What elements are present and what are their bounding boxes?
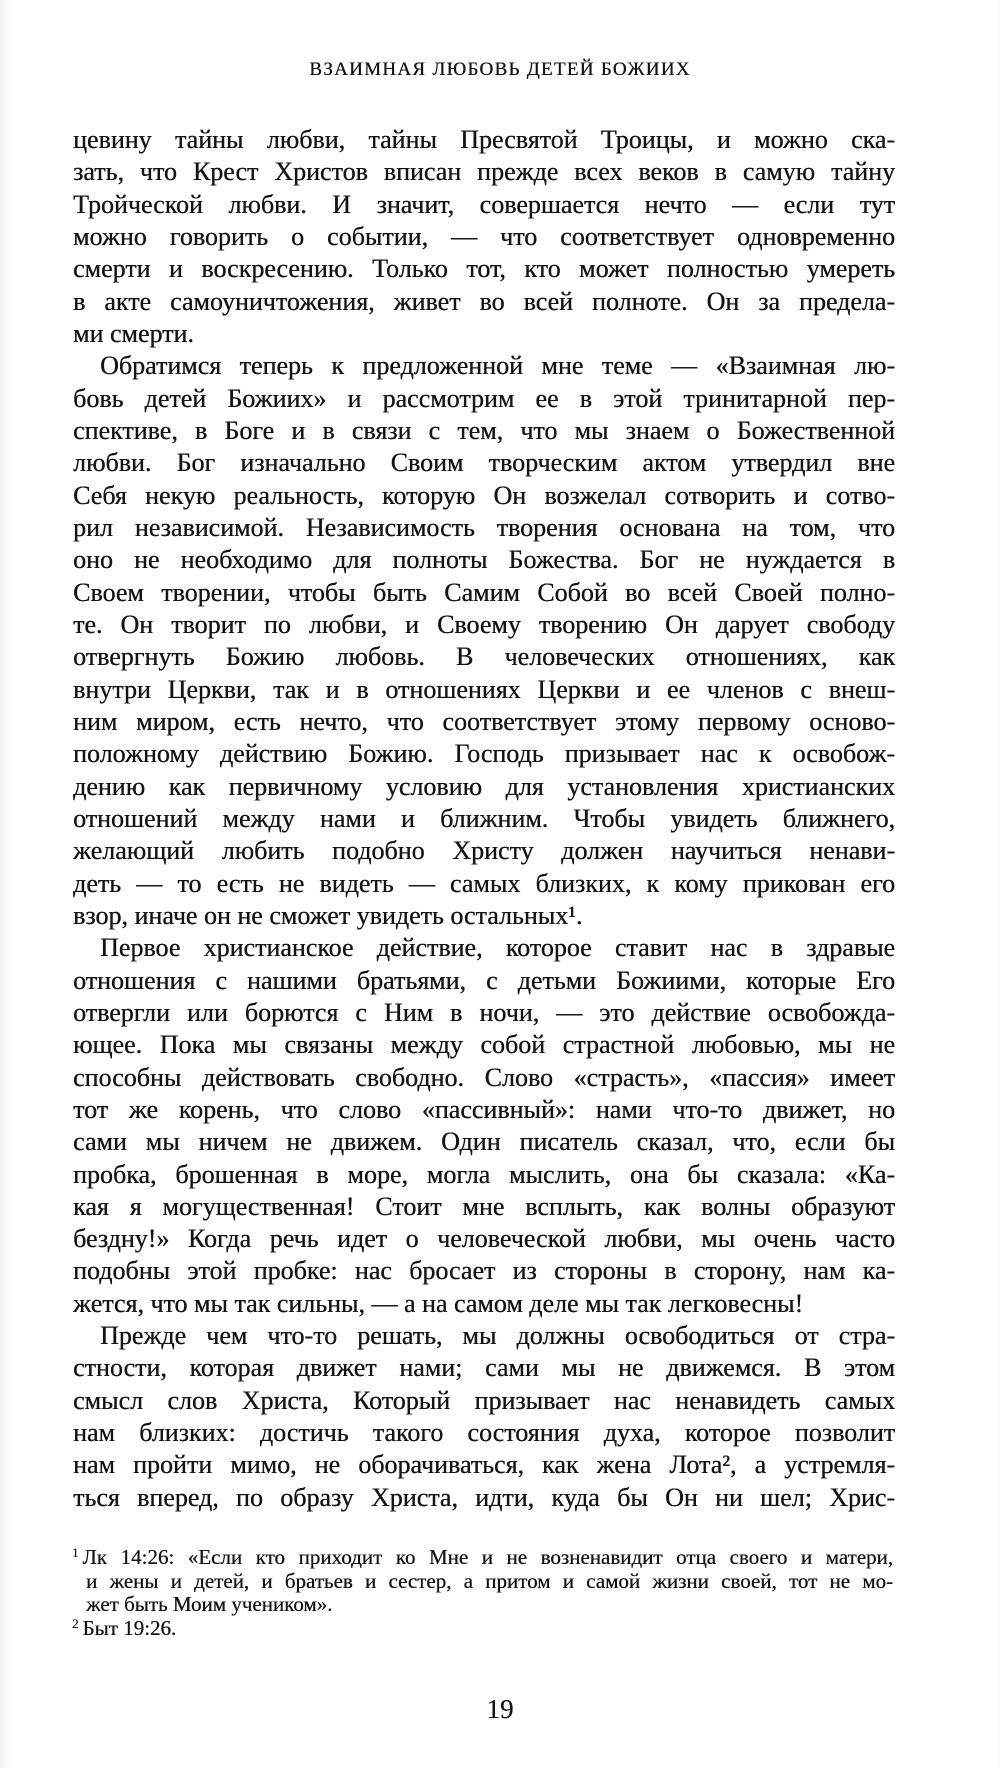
text-line: положному действию Божию. Господь призывает нас к освобож-	[73, 739, 895, 769]
paragraph	[73, 350, 895, 932]
text-line: спективе, в Боге и в связи с тем, что мы знаем о Божественной	[73, 415, 895, 445]
text-line: сами мы ничем не движем. Один писатель сказал, что, если бы	[73, 1127, 895, 1157]
text-line: пробка, брошенная в море, могла мыслить, она бы сказала: «Ка-	[73, 1159, 895, 1189]
text-line: деть — то есть не видеть — самых близких, к кому прикован его	[73, 868, 895, 898]
text-line: отношений между нами и ближним. Чтобы увидеть ближнего,	[73, 803, 895, 833]
footnotes-section	[67, 1546, 893, 1640]
text-line: стности, которая движет нами; сами мы не движемся. В этом	[73, 1353, 895, 1383]
text-line: отношения с нашими братьями, с детьми Божиими, которые Его	[73, 965, 895, 995]
text-line: Тройческой любви. И значит, совершается нечто — если тут	[73, 189, 895, 219]
text-line: кая я могущественная! Стоит мне всплыть, как волны образуют	[73, 1191, 895, 1221]
text-line: взор, иначе он не сможет увидеть остальных¹.	[73, 900, 583, 930]
text-line: смысл слов Христа, Который призывает нас ненавидеть самых	[73, 1385, 895, 1415]
text-line: ми смерти.	[73, 318, 194, 348]
footnote	[67, 1617, 893, 1641]
text-line: цевину тайны любви, тайны Пресвятой Троицы, и можно ска-	[73, 125, 895, 154]
text-line: бездну!» Когда речь идет о человеческой любви, мы очень часто	[73, 1224, 895, 1254]
text-line: смерти и воскресению. Только тот, кто может полностью умереть	[73, 254, 895, 284]
text-line: Первое христианское действие, которое ставит нас в здравые	[100, 933, 895, 963]
text-line: нам близких: достичь такого состояния духа, которое позволит	[73, 1418, 895, 1448]
body-text	[73, 124, 895, 1514]
text-line: дению как первичному условию для установления христианских	[73, 771, 895, 801]
text-line: Прежде чем что-то решать, мы должны освободиться от стра-	[100, 1321, 895, 1351]
text-line: отвергли или борются с Ним в ночи, — это действие освобожда-	[73, 997, 895, 1027]
text-line: ющее. Пока мы связаны между собой страстной любовью, мы не	[73, 1030, 895, 1060]
text-line: рил независимой. Независимость творения основана на том, что	[73, 512, 895, 542]
text-line: нам пройти мимо, не оборачиваться, как жена Лота², а устремля-	[73, 1450, 895, 1480]
text-line: подобны этой пробке: нас бросает из стороны в сторону, нам ка-	[73, 1256, 895, 1286]
text-line: любви. Бог изначально Своим творческим актом утвердил вне	[73, 448, 895, 478]
text-line: можно говорить о событии, — что соответствует одновременно	[73, 221, 895, 251]
text-line: в акте самоуничтожения, живет во всей полноте. Он за предела-	[73, 286, 895, 316]
text-line: тот же корень, что слово «пассивный»: нами что-то движет, но	[73, 1094, 895, 1124]
footnote-line: и жены и детей, и братьев и сестер, а притом и самой жизни своей, тот не мо-	[86, 1568, 893, 1593]
text-line: Обратимся теперь к предложенной мне теме — «Взаимная лю-	[100, 351, 895, 381]
text-line: ться вперед, по образу Христа, идти, куда бы Он ни шел; Хрис-	[73, 1482, 895, 1512]
text-line: ним миром, есть нечто, что соответствует этому первому осново-	[73, 706, 895, 736]
text-line: оно не необходимо для полноты Божества. Бог не нуждается в	[73, 545, 895, 575]
footnote	[67, 1546, 893, 1617]
running-header-title: ВЗАИМНАЯ ЛЮБОВЬ ДЕТЕЙ БОЖИИХ	[309, 59, 691, 80]
text-line: способны действовать свободно. Слово «страсть», «пассия» имеет	[73, 1062, 895, 1092]
text-line: зать, что Крест Христов вписан прежде всех веков в самую тайну	[73, 157, 895, 187]
text-line: те. Он творит по любви, и Своему творению Он дарует свободу	[73, 609, 895, 639]
footnote-marker: 2	[72, 1615, 79, 1631]
footnote-marker: 1	[72, 1545, 79, 1560]
text-line: желающий любить подобно Христу должен научиться ненави-	[73, 836, 895, 866]
footnote-line: жет быть Моим учеником».	[86, 1592, 333, 1616]
footnote-line: $^1$ Лк 14:26: «Если кто приходит ко Мне и не возненавидит отца своего и матери,	[72, 1545, 893, 1569]
page-number: 19	[486, 1694, 514, 1724]
text-line: бовь детей Божиих» и рассмотрим ее в этой тринитарной пер-	[73, 383, 895, 413]
paragraph	[73, 1320, 895, 1514]
text-line: внутри Церкви, так и в отношениях Церкви и ее членов с внеш-	[73, 674, 895, 704]
text-line: жется, что мы так сильны, — а на самом деле мы так легковесны!	[73, 1288, 804, 1318]
paragraph	[73, 932, 895, 1320]
text-line: Своем творении, чтобы быть Самим Собой во всей Своей полно-	[73, 577, 895, 607]
paragraph	[73, 124, 895, 350]
text-line: отвергнуть Божию любовь. В человеческих отношениях, как	[73, 642, 895, 672]
text-line: Себя некую реальность, которую Он возжелал сотворить и сотво-	[73, 480, 895, 510]
footnote-line: $^2$ Быт 19:26.	[72, 1615, 177, 1640]
